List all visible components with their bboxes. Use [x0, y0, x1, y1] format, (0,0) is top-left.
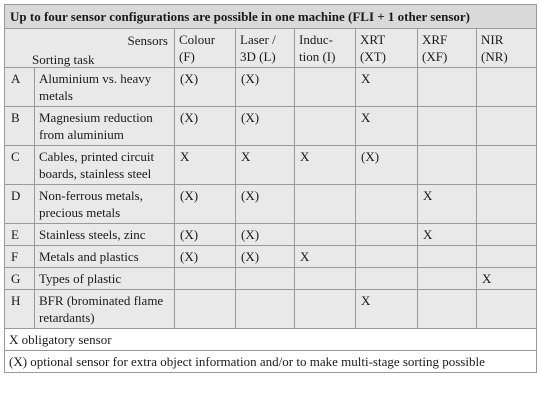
sensor-cell	[295, 107, 356, 146]
column-header-line2: tion (I)	[299, 49, 336, 64]
row-letter: E	[5, 224, 35, 246]
sensor-cell: X	[477, 268, 537, 290]
row-letter: C	[5, 146, 35, 185]
sensor-cell: (X)	[236, 185, 295, 224]
sensor-cell: (X)	[175, 224, 236, 246]
sensor-cell: (X)	[175, 246, 236, 268]
column-header-line1: Induc-	[299, 32, 333, 47]
sensor-cell: X	[236, 146, 295, 185]
sensor-cell: (X)	[175, 68, 236, 107]
sensor-configuration-table-container	[4, 4, 536, 373]
row-letter: F	[5, 246, 35, 268]
sensor-cell	[295, 68, 356, 107]
table-row	[5, 224, 537, 246]
sorting-task: BFR (brominated flame retardants)	[35, 290, 175, 329]
sensor-cell	[236, 290, 295, 329]
column-header-line1: Colour	[179, 32, 216, 47]
sensor-cell: (X)	[236, 246, 295, 268]
sensor-cell: (X)	[236, 224, 295, 246]
column-header-laser	[236, 29, 295, 68]
sensor-cell: (X)	[175, 107, 236, 146]
column-header-line2: (NR)	[481, 49, 508, 64]
sorting-task: Magnesium reduction from aluminium	[35, 107, 175, 146]
legend-optional: (X) optional sensor for extra object information and/or to make multi-stage sorting possible	[5, 351, 537, 373]
sensor-cell	[418, 246, 477, 268]
sorting-task: Metals and plastics	[35, 246, 175, 268]
table-row	[5, 246, 537, 268]
table-row	[5, 68, 537, 107]
sorting-task: Aluminium vs. heavy metals	[35, 68, 175, 107]
table-row	[5, 268, 537, 290]
sorting-task: Cables, printed circuit boards, stainless steel	[35, 146, 175, 185]
table-row	[5, 185, 537, 224]
sensor-cell	[418, 68, 477, 107]
column-header-line2: (F)	[179, 49, 195, 64]
row-letter: H	[5, 290, 35, 329]
sensor-cell	[356, 268, 418, 290]
header-corner-cell	[5, 29, 175, 68]
sensor-configuration-table	[4, 4, 537, 373]
sensor-cell	[418, 107, 477, 146]
row-letter: A	[5, 68, 35, 107]
column-header-xrt	[356, 29, 418, 68]
table-title: Up to four sensor configurations are possible in one machine (FLI + 1 other sensor)	[5, 5, 537, 29]
sensor-cell: (X)	[236, 107, 295, 146]
sensor-cell	[477, 290, 537, 329]
sensor-cell: X	[356, 68, 418, 107]
sensor-cell: (X)	[175, 185, 236, 224]
column-header-line1: Laser /	[240, 32, 276, 47]
legend-row-obligatory	[5, 329, 537, 351]
table-title-row	[5, 5, 537, 29]
sensor-cell	[477, 246, 537, 268]
table-header-row	[5, 29, 537, 68]
sensor-cell: X	[418, 185, 477, 224]
sensor-cell	[175, 290, 236, 329]
sensor-cell	[477, 68, 537, 107]
sensor-cell	[295, 290, 356, 329]
column-header-line1: XRF	[422, 32, 448, 47]
sorting-task: Non-ferrous metals, precious metals	[35, 185, 175, 224]
column-header-induction	[295, 29, 356, 68]
legend-row-optional	[5, 351, 537, 373]
sensor-cell	[356, 246, 418, 268]
sensor-cell	[356, 185, 418, 224]
sensor-cell: X	[418, 224, 477, 246]
row-letter: B	[5, 107, 35, 146]
column-header-line1: NIR	[481, 32, 504, 47]
sensor-cell	[418, 290, 477, 329]
table-row	[5, 146, 537, 185]
sorting-task-header-label: Sorting task	[32, 52, 95, 67]
row-letter: D	[5, 185, 35, 224]
sensor-cell	[418, 268, 477, 290]
sensor-cell: (X)	[356, 146, 418, 185]
column-header-line1: XRT	[360, 32, 386, 47]
table-row	[5, 290, 537, 329]
sensor-cell: X	[356, 107, 418, 146]
sensor-cell	[236, 268, 295, 290]
sensor-cell	[477, 224, 537, 246]
sensor-cell	[477, 146, 537, 185]
sensor-cell: X	[175, 146, 236, 185]
sensor-cell	[477, 185, 537, 224]
row-letter: G	[5, 268, 35, 290]
sensor-cell	[356, 224, 418, 246]
sensor-cell: X	[295, 246, 356, 268]
sensors-header-label: Sensors	[127, 33, 168, 48]
column-header-line2: (XT)	[360, 49, 386, 64]
column-header-xrf	[418, 29, 477, 68]
table-row	[5, 107, 537, 146]
column-header-colour	[175, 29, 236, 68]
sensor-cell: (X)	[236, 68, 295, 107]
sensor-cell: X	[356, 290, 418, 329]
sensor-cell	[418, 146, 477, 185]
legend-obligatory: X obligatory sensor	[5, 329, 537, 351]
sensor-cell	[295, 224, 356, 246]
sensor-cell: X	[295, 146, 356, 185]
column-header-line2: 3D (L)	[240, 49, 276, 64]
column-header-nir	[477, 29, 537, 68]
sorting-task: Types of plastic	[35, 268, 175, 290]
sensor-cell	[295, 268, 356, 290]
sensor-cell	[175, 268, 236, 290]
sensor-cell	[295, 185, 356, 224]
sensor-cell	[477, 107, 537, 146]
sorting-task: Stainless steels, zinc	[35, 224, 175, 246]
column-header-line2: (XF)	[422, 49, 448, 64]
